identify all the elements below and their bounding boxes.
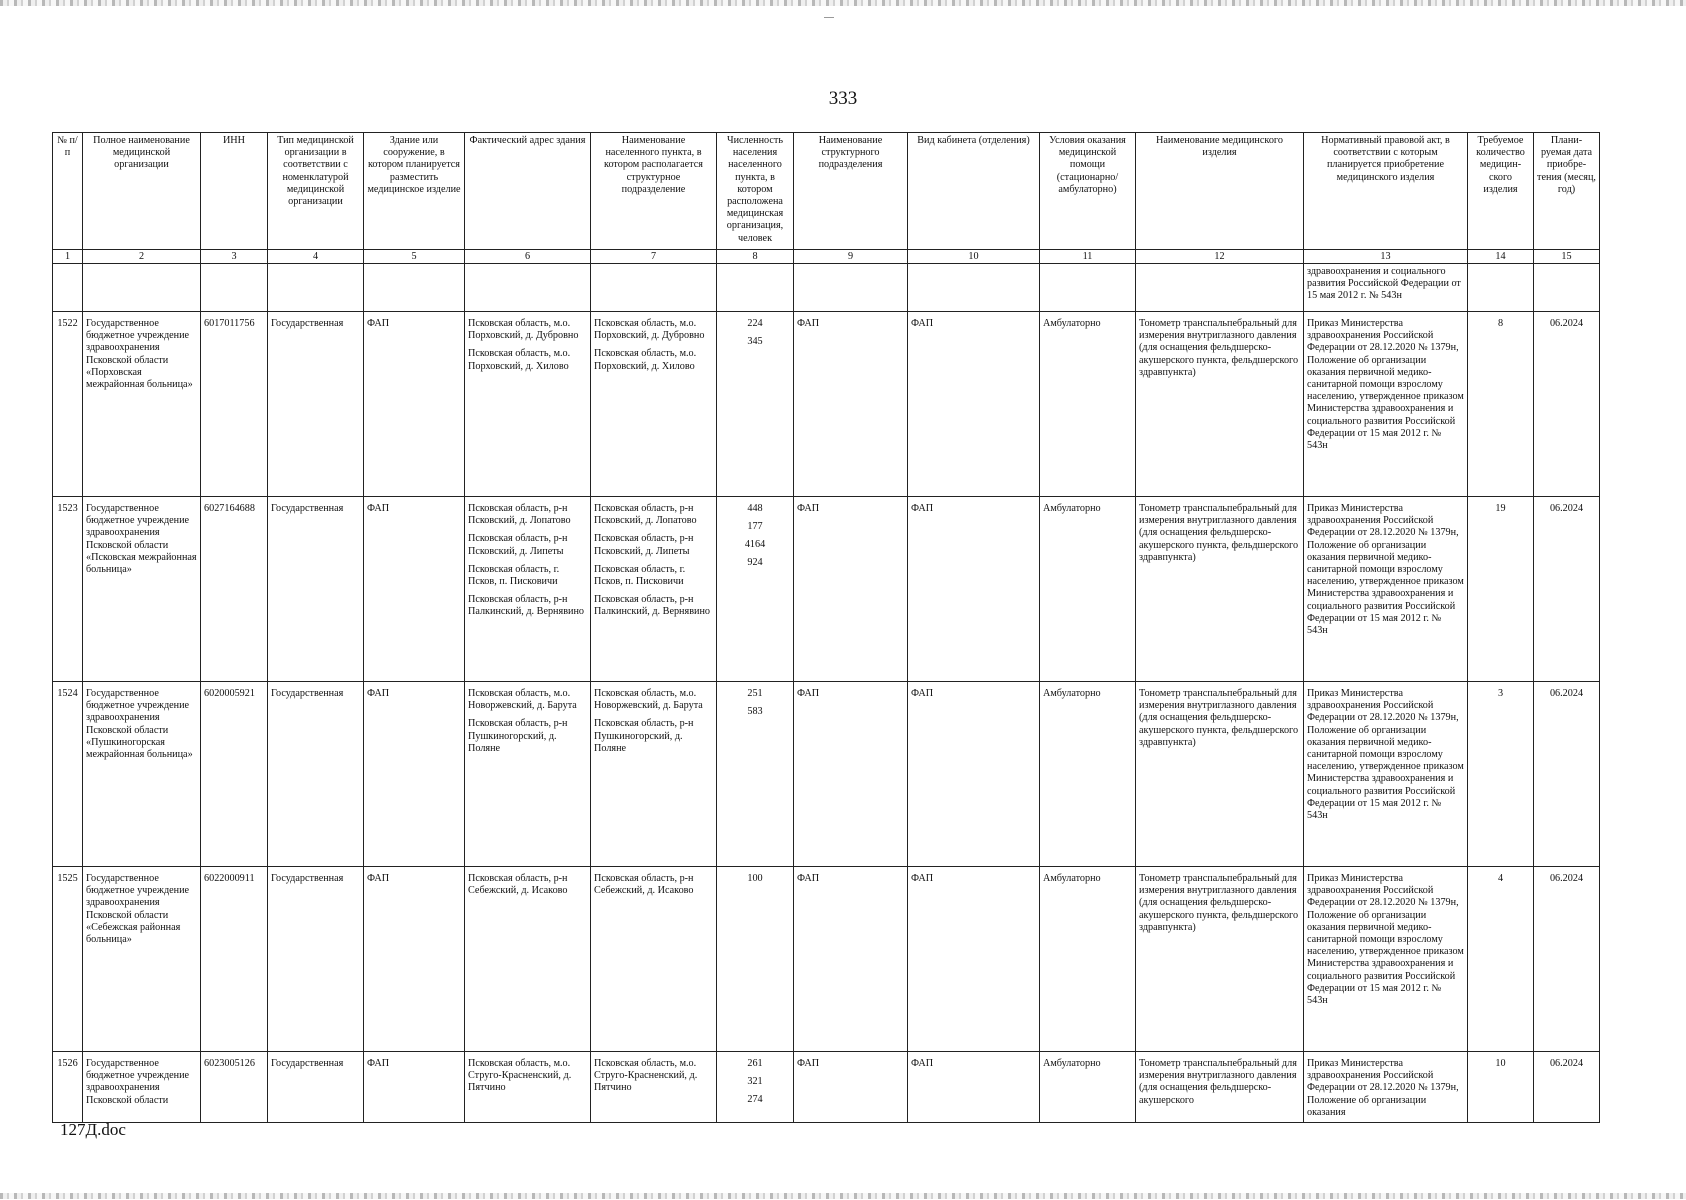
structural-unit: ФАП — [794, 682, 908, 867]
population-item: 321 — [747, 1076, 763, 1087]
settlement — [591, 312, 717, 497]
required-quantity: 19 — [1468, 497, 1534, 682]
cabinet-type: ФАП — [908, 1052, 1040, 1123]
scan-top-edge — [0, 0, 1686, 6]
legal-act-continuation: здравоохранения и социального развития Российской Федерации от 15 мая 2012 г. № 543н — [1304, 264, 1468, 312]
planned-date: 06.2024 — [1534, 1052, 1600, 1123]
scan-mark — [824, 17, 834, 18]
row-number: 1525 — [53, 867, 83, 1052]
column-number: 8 — [717, 250, 794, 264]
settlement-item: Псковская область, м.о. Порховский, д. Хилово — [594, 348, 697, 372]
organization-type: Государственная — [268, 682, 364, 867]
cabinet-type: ФАП — [908, 312, 1040, 497]
population-item: 177 — [747, 521, 763, 532]
medical-device: Тонометр транспальпебральный для измерения внутриглазного давления (для оснащения фельдшерско-акушерского пункта, фельдшерского здравпункта) — [1136, 682, 1304, 867]
organization-type: Государственная — [268, 867, 364, 1052]
legal-act: Приказ Министерства здравоохранения Российской Федерации от 28.12.2020 № 1379н, Положение об организации оказания первичной медико-санитарной помощи взрослому населению, утвержденное приказом Министерства здравоохранения и социального развития Российской Федерации от 15 мая 2012 г. № 543н — [1304, 312, 1468, 497]
population-item: 583 — [747, 706, 763, 717]
building: ФАП — [364, 497, 465, 682]
population-item: 4164 — [744, 539, 766, 550]
legal-act: Приказ Министерства здравоохранения Российской Федерации от 28.12.2020 № 1379н, Положение об организации оказания — [1304, 1052, 1468, 1123]
population-item: 100 — [747, 873, 763, 884]
row-number: 1526 — [53, 1052, 83, 1123]
settlement-item: Псковская область, м.о. Новоржевский, д. Барута — [594, 688, 703, 712]
column-number: 7 — [591, 250, 717, 264]
structural-unit: ФАП — [794, 312, 908, 497]
legal-act: Приказ Министерства здравоохранения Российской Федерации от 28.12.2020 № 1379н, Положение об организации оказания первичной медико-санитарной помощи взрослому населению, утвержденное приказом Министерства здравоохранения и социального развития Российской Федерации от 15 мая 2012 г. № 543н — [1304, 682, 1468, 867]
column-number: 2 — [83, 250, 201, 264]
population — [717, 867, 794, 1052]
continuation-row — [53, 264, 1600, 312]
medical-device: Тонометр транспальпебральный для измерения внутриглазного давления (для оснащения фельдшерско-акушерского пункта, фельдшерского здравпункта) — [1136, 867, 1304, 1052]
column-number: 13 — [1304, 250, 1468, 264]
actual-address-item: Псковская область, г. Псков, п. Писковичи — [468, 563, 560, 588]
column-number: 9 — [794, 250, 908, 264]
structural-unit: ФАП — [794, 867, 908, 1052]
actual-address — [465, 312, 591, 497]
planned-date: 06.2024 — [1534, 867, 1600, 1052]
actual-address-item: Псковская область, р-н Себежский, д. Исаково — [468, 873, 568, 897]
building: ФАП — [364, 867, 465, 1052]
planned-date: 06.2024 — [1534, 497, 1600, 682]
actual-address-item: Псковская область, м.о. Порховский, д. Дубровно — [468, 318, 579, 342]
cabinet-type: ФАП — [908, 867, 1040, 1052]
col-header: Наименование структурного подразделения — [794, 133, 908, 250]
file-name: 127Д.doc — [60, 1120, 126, 1139]
column-number: 6 — [465, 250, 591, 264]
population — [717, 497, 794, 682]
population-item: 924 — [747, 557, 763, 568]
structural-unit: ФАП — [794, 1052, 908, 1123]
actual-address-item: Псковская область, р-н Пушкиногорский, д. Поляне — [468, 718, 568, 754]
col-header: Тип медицинской организации в соответствии с номенклатурой медицинской организации — [268, 133, 364, 250]
actual-address-item: Псковская область, р-н Палкинский, д. Вернявино — [468, 594, 585, 618]
required-quantity: 4 — [1468, 867, 1534, 1052]
organization-name: Государственное бюджетное учреждение здравоохранения Псковской области «Себежская районная больница» — [83, 867, 201, 1052]
settlement-item: Псковская область, р-н Псковский, д. Лопатово — [594, 503, 697, 527]
inn: 6022000911 — [201, 867, 268, 1052]
col-header: Полное наименование медицинской организации — [83, 133, 201, 250]
col-header: Условия оказания медицинской помощи (стационарно/ амбулаторно) — [1040, 133, 1136, 250]
population-item: 448 — [747, 503, 763, 514]
population-item: 251 — [747, 688, 763, 699]
col-header: Наименование населенного пункта, в котором располагается структурное подразделение — [591, 133, 717, 250]
actual-address-item: Псковская область, м.о. Порховский, д. Хилово — [468, 348, 571, 372]
table-row — [53, 497, 1600, 682]
column-number: 5 — [364, 250, 465, 264]
inn: 6027164688 — [201, 497, 268, 682]
col-header: Плани-руемая дата приобре-тения (месяц, год) — [1534, 133, 1600, 250]
building: ФАП — [364, 1052, 465, 1123]
column-number: 12 — [1136, 250, 1304, 264]
scan-bottom-edge — [0, 1193, 1686, 1199]
column-number: 3 — [201, 250, 268, 264]
actual-address — [465, 682, 591, 867]
col-header: Фактический адрес здания — [465, 133, 591, 250]
row-number: 1524 — [53, 682, 83, 867]
actual-address — [465, 867, 591, 1052]
settlement-item: Псковская область, р-н Себежский, д. Исаково — [594, 873, 694, 897]
inn: 6023005126 — [201, 1052, 268, 1123]
table-row — [53, 1052, 1600, 1123]
row-number: 1523 — [53, 497, 83, 682]
col-header: Здание или сооружение, в котором планируется разместить медицинское изделие — [364, 133, 465, 250]
settlement-item: Псковская область, м.о. Струго-Красненский, д. Пятчино — [594, 1058, 698, 1094]
organization-name: Государственное бюджетное учреждение здравоохранения Псковской области «Псковская межрайонная больница» — [83, 497, 201, 682]
building: ФАП — [364, 682, 465, 867]
organization-name: Государственное бюджетное учреждение здравоохранения Псковской области «Порховская межрайонная больница» — [83, 312, 201, 497]
row-number: 1522 — [53, 312, 83, 497]
planned-date: 06.2024 — [1534, 312, 1600, 497]
table-row — [53, 682, 1600, 867]
settlement-item: Псковская область, м.о. Порховский, д. Дубровно — [594, 318, 705, 342]
col-header: Наименование медицинского изделия — [1136, 133, 1304, 250]
settlement — [591, 867, 717, 1052]
care-conditions: Амбулаторно — [1040, 682, 1136, 867]
page-number: 333 — [828, 88, 858, 109]
actual-address-item: Псковская область, м.о. Новоржевский, д. Барута — [468, 688, 577, 712]
table-row — [53, 867, 1600, 1052]
actual-address-item: Псковская область, р-н Псковский, д. Лопатово — [468, 503, 571, 527]
col-header: Вид кабинета (отделения) — [908, 133, 1040, 250]
settlement-item: Псковская область, р-н Палкинский, д. Вернявино — [594, 594, 711, 618]
legal-act: Приказ Министерства здравоохранения Российской Федерации от 28.12.2020 № 1379н, Положение об организации оказания первичной медико-санитарной помощи взрослому населению, утвержденное приказом Министерства здравоохранения и социального развития Российской Федерации от 15 мая 2012 г. № 543н — [1304, 497, 1468, 682]
required-quantity: 8 — [1468, 312, 1534, 497]
actual-address — [465, 1052, 591, 1123]
settlement-item: Псковская область, г. Псков, п. Писковичи — [594, 563, 686, 588]
organization-type: Государственная — [268, 497, 364, 682]
equipment-table — [52, 132, 1600, 1123]
population-item: 224 — [747, 318, 763, 329]
population — [717, 1052, 794, 1123]
organization-type: Государственная — [268, 1052, 364, 1123]
actual-address — [465, 497, 591, 682]
col-header: Нормативный правовой акт, в соответствии с которым планируется приобретение медицинского изделия — [1304, 133, 1468, 250]
column-number: 4 — [268, 250, 364, 264]
header-row — [53, 133, 1600, 250]
col-header: № п/п — [53, 133, 83, 250]
actual-address-item: Псковская область, м.о. Струго-Красненский, д. Пятчино — [468, 1058, 572, 1094]
table-row — [53, 312, 1600, 497]
column-number: 1 — [53, 250, 83, 264]
organization-name: Государственное бюджетное учреждение здравоохранения Псковской области — [83, 1052, 201, 1123]
care-conditions: Амбулаторно — [1040, 1052, 1136, 1123]
settlement-item: Псковская область, р-н Псковский, д. Липеты — [594, 533, 694, 557]
care-conditions: Амбулаторно — [1040, 312, 1136, 497]
actual-address-item: Псковская область, р-н Псковский, д. Липеты — [468, 533, 568, 557]
settlement-item: Псковская область, р-н Пушкиногорский, д. Поляне — [594, 718, 694, 754]
cabinet-type: ФАП — [908, 497, 1040, 682]
cabinet-type: ФАП — [908, 682, 1040, 867]
required-quantity: 10 — [1468, 1052, 1534, 1123]
inn: 6017011756 — [201, 312, 268, 497]
col-header: ИНН — [201, 133, 268, 250]
column-number: 14 — [1468, 250, 1534, 264]
column-number: 15 — [1534, 250, 1600, 264]
organization-name: Государственное бюджетное учреждение здравоохранения Псковской области «Пушкиногорская межрайонная больница» — [83, 682, 201, 867]
care-conditions: Амбулаторно — [1040, 867, 1136, 1052]
population-item: 261 — [747, 1058, 763, 1069]
population-item: 345 — [747, 336, 763, 347]
required-quantity: 3 — [1468, 682, 1534, 867]
column-number: 10 — [908, 250, 1040, 264]
legal-act: Приказ Министерства здравоохранения Российской Федерации от 28.12.2020 № 1379н, Положение об организации оказания первичной медико-санитарной помощи взрослому населению, утвержденное приказом Министерства здравоохранения и социального развития Российской Федерации от 15 мая 2012 г. № 543н — [1304, 867, 1468, 1052]
column-number-row — [53, 250, 1600, 264]
settlement — [591, 682, 717, 867]
planned-date: 06.2024 — [1534, 682, 1600, 867]
medical-device: Тонометр транспальпебральный для измерения внутриглазного давления (для оснащения фельдшерско-акушерского пункта, фельдшерского здравпункта) — [1136, 312, 1304, 497]
settlement — [591, 1052, 717, 1123]
column-number: 11 — [1040, 250, 1136, 264]
medical-device: Тонометр транспальпебральный для измерения внутриглазного давления (для оснащения фельдшерско-акушерского пункта, фельдшерского здравпункта) — [1136, 497, 1304, 682]
population — [717, 312, 794, 497]
population-item: 274 — [747, 1094, 763, 1105]
inn: 6020005921 — [201, 682, 268, 867]
col-header: Численность населения населенного пункта, в котором расположена медицинская организация, человек — [717, 133, 794, 250]
care-conditions: Амбулаторно — [1040, 497, 1136, 682]
population — [717, 682, 794, 867]
organization-type: Государственная — [268, 312, 364, 497]
settlement — [591, 497, 717, 682]
medical-device: Тонометр транспальпебральный для измерения внутриглазного давления (для оснащения фельдшерско-акушерского — [1136, 1052, 1304, 1123]
structural-unit: ФАП — [794, 497, 908, 682]
building: ФАП — [364, 312, 465, 497]
col-header: Требуемое количество медицин-ского изделия — [1468, 133, 1534, 250]
